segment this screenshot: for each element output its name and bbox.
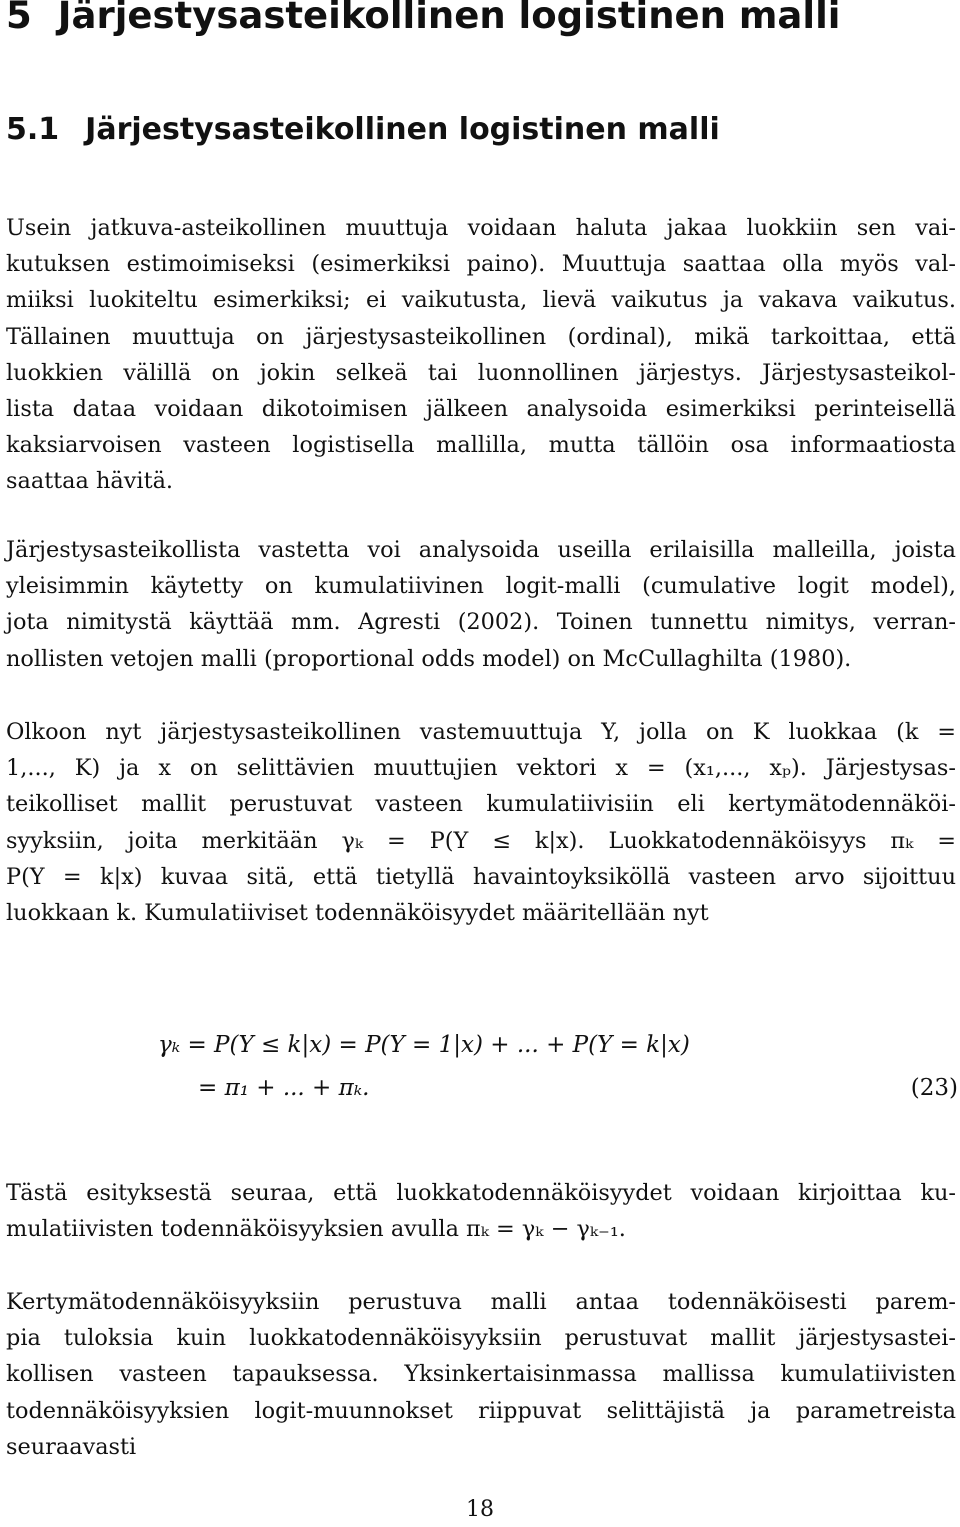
section-title: Järjestysasteikollinen logistinen malli: [85, 112, 720, 147]
text-line: Usein jatkuva-asteikollinen muuttuja voidaan haluta jakaa luokkiin sen vai-: [6, 215, 956, 241]
paragraph-3: [6, 714, 956, 931]
text-line: Kertymätodennäköisyyksiin perustuva malli antaa todennäköisesti parem-: [6, 1289, 956, 1315]
text-line: kaksiarvoisen vasteen logistisella mallilla, mutta tällöin osa informaatiosta: [6, 432, 956, 459]
paragraph-4: [6, 1175, 956, 1247]
section-heading: [6, 112, 720, 147]
text-line: Olkoon nyt järjestysasteikollinen vastemuuttuja Y, jolla on K luokkaa (k =: [6, 719, 956, 745]
text-line: saattaa hävitä.: [6, 468, 174, 495]
equation-line-1: γₖ = P(Y ≤ k|x) = P(Y = 1|x) + ... + P(Y = k|x): [158, 1032, 690, 1058]
text-line: luokkien välillä on jokin selkeä tai luonnollinen järjestys. Järjestysasteikol-: [6, 359, 956, 386]
text-line: kollisen vasteen tapauksessa. Yksinkertaisinmassa mallissa kumulatiivisten: [6, 1361, 956, 1388]
text-line: miiksi luokiteltu esimerkiksi; ei vaikutusta, lievä vaikutus ja vakava vaikutus.: [6, 287, 956, 314]
text-line: Tällainen muuttuja on järjestysasteikollinen (ordinal), mikä tarkoittaa, että: [6, 323, 956, 350]
section-number: 5.1: [6, 112, 60, 147]
page-number: 18: [466, 1497, 494, 1522]
text-line: syyksiin, joita merkitään γₖ = P(Y ≤ k|x). Luokkatodennäköisyys πₖ =: [6, 827, 956, 854]
paragraph-1: [6, 210, 956, 500]
chapter-title: Järjestysasteikollinen logistinen malli: [57, 0, 841, 37]
chapter-number: 5: [6, 0, 32, 37]
equation-number: (23): [910, 1075, 958, 1101]
text-line: pia tuloksia kuin luokkatodennäköisyyksiin perustuvat mallit järjestysastei-: [6, 1325, 956, 1352]
text-line: P(Y = k|x) kuvaa sitä, että tietyllä havaintoyksiköllä vasteen arvo sijoittuu: [6, 863, 956, 890]
text-line: luokkaan k. Kumulatiiviset todennäköisyydet määritellään nyt: [6, 900, 709, 927]
text-line: Tästä esityksestä seuraa, että luokkatodennäköisyydet voidaan kirjoittaa ku-: [6, 1180, 956, 1206]
equation-23: [0, 1032, 960, 1112]
chapter-heading: [6, 0, 840, 37]
text-line: 1,..., K) ja x on selittävien muuttujien vektori x = (x₁,..., xₚ). Järjestysas-: [6, 755, 956, 782]
text-line: seuraavasti: [6, 1433, 137, 1460]
text-line: yleisimmin käytetty on kumulatiivinen logit-malli (cumulative logit model),: [6, 573, 956, 600]
text-line: jota nimitystä käyttää mm. Agresti (2002). Toinen tunnettu nimitys, verran-: [6, 609, 956, 636]
paragraph-2: [6, 532, 956, 677]
paragraph-5: [6, 1284, 956, 1465]
text-line: lista dataa voidaan dikotoimisen jälkeen analysoida esimerkiksi perinteisellä: [6, 396, 956, 423]
text-line: nollisten vetojen malli (proportional odds model) on McCullaghilta (1980).: [6, 645, 852, 672]
text-line: todennäköisyyksien logit-muunnokset riippuvat selittäjistä ja parametreista: [6, 1397, 956, 1424]
equation-line-2: = π₁ + ... + πₖ.: [198, 1075, 370, 1101]
text-line: teikolliset mallit perustuvat vasteen kumulatiivisiin eli kertymätodennäköi-: [6, 791, 956, 818]
text-line: Järjestysasteikollista vastetta voi analysoida useilla erilaisilla malleilla, joista: [6, 537, 956, 563]
text-line: mulatiivisten todennäköisyyksien avulla πₖ = γₖ − γₖ₋₁.: [6, 1216, 626, 1243]
text-line: kutuksen estimoimiseksi (esimerkiksi paino). Muuttuja saattaa olla myös val-: [6, 251, 956, 278]
